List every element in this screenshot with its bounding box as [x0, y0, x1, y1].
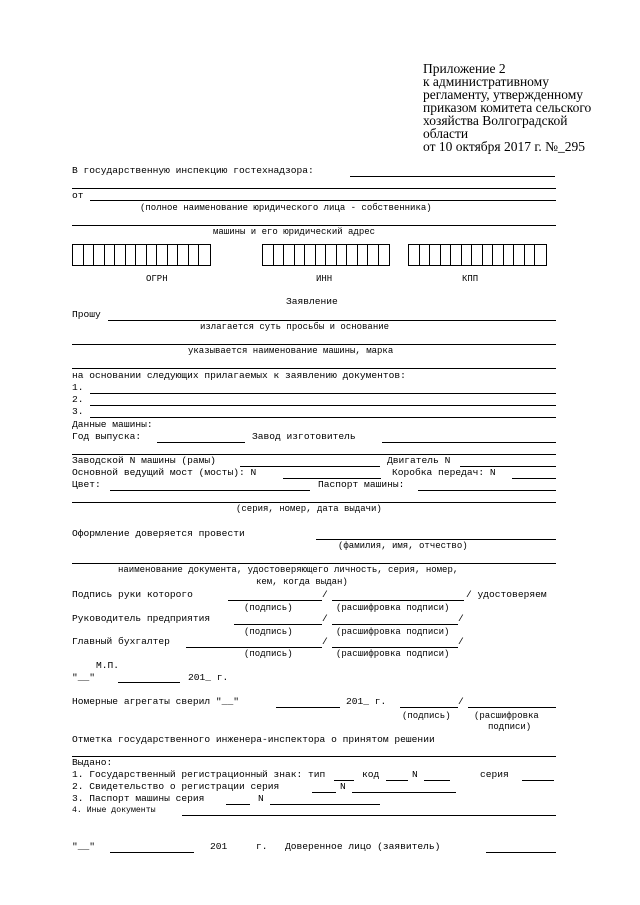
header-line: регламенту, утвержденному	[423, 87, 584, 102]
slash: /	[322, 613, 328, 624]
doc-number: 3.	[72, 406, 84, 417]
item2-n: N	[340, 781, 346, 792]
manufacturer-label: Завод изготовитель	[252, 431, 356, 442]
signature-hint: (подпись)	[244, 603, 293, 613]
fill-line[interactable]	[72, 368, 556, 369]
gearbox-label: Коробка передач: N	[392, 467, 496, 478]
fill-line[interactable]	[332, 624, 458, 625]
fill-line[interactable]	[228, 600, 322, 601]
doc-number: 1.	[72, 382, 84, 393]
slash: /	[322, 589, 328, 600]
bottom-g: г.	[256, 841, 268, 852]
fill-line[interactable]	[90, 200, 556, 201]
decode-hint: (расшифровка подписи)	[336, 603, 450, 613]
fill-line[interactable]	[72, 188, 556, 189]
fill-line[interactable]	[157, 442, 245, 443]
fill-line[interactable]	[270, 804, 380, 805]
decode-hint: (расшифровка подписи)	[336, 649, 450, 659]
certify-label: / удостоверяем	[466, 589, 547, 600]
header-line: области	[423, 126, 469, 141]
fill-line[interactable]	[468, 707, 556, 708]
signature-hint: (подпись)	[244, 649, 293, 659]
fill-line[interactable]	[400, 707, 458, 708]
machine-hint: указывается наименование машины, марка	[188, 346, 394, 356]
address-hint: машины и его юридический адрес	[213, 227, 376, 237]
fill-line[interactable]	[512, 478, 556, 479]
slash: /	[458, 613, 464, 624]
header-line: от 10 октября 2017 г. №_295	[423, 139, 586, 154]
slash: /	[458, 636, 464, 647]
from-label: от	[72, 190, 84, 201]
axle-label: Основной ведущий мост (мосты): N	[72, 467, 257, 478]
item1-code: код	[362, 769, 380, 780]
request-hint: излагается суть просьбы и основание	[200, 322, 390, 332]
to-label: В государственную инспекцию гостехнадзора:	[72, 165, 314, 176]
ogrn-label: ОГРН	[146, 274, 168, 284]
fill-line[interactable]	[312, 792, 336, 793]
id-doc-hint: наименование документа, удостоверяющего личность, серия, номер,	[118, 565, 459, 575]
signature-of-label: Подпись руки которого	[72, 589, 193, 600]
fill-line[interactable]	[240, 466, 380, 467]
fill-line[interactable]	[352, 792, 456, 793]
decode-hint: (расшифровка	[474, 711, 539, 721]
units-checked-label: Номерные агрегаты сверил "__"	[72, 696, 239, 707]
fill-line[interactable]	[382, 442, 556, 443]
fill-line[interactable]	[276, 707, 340, 708]
passport-hint: (серия, номер, дата выдачи)	[236, 504, 382, 514]
decode-hint: (расшифровка подписи)	[336, 627, 450, 637]
owner-hint: (полное наименование юридического лица - собственника)	[140, 203, 432, 213]
fill-line[interactable]	[90, 405, 556, 406]
header-line: хозяйства Волгоградской	[423, 113, 568, 128]
inn-label: ИНН	[316, 274, 333, 284]
page-title: Заявление	[286, 296, 338, 307]
fill-line[interactable]	[90, 417, 556, 418]
fill-line[interactable]	[486, 852, 556, 853]
fill-line[interactable]	[110, 490, 310, 491]
bottom-year: 201	[210, 841, 228, 852]
request-label: Прошу	[72, 309, 101, 320]
item3-label: 3. Паспорт машины серия	[72, 793, 205, 804]
item3-n: N	[258, 793, 264, 804]
doc-number: 2.	[72, 394, 84, 405]
id-doc-hint: кем, когда выдан)	[256, 577, 348, 587]
fill-line[interactable]	[72, 756, 556, 757]
bottom-date-day: "__"	[72, 841, 96, 852]
inn-cells[interactable]	[262, 244, 390, 266]
kpp-label: КПП	[462, 274, 479, 284]
fill-line[interactable]	[332, 600, 464, 601]
trusted-label: Доверенное лицо (заявитель)	[285, 841, 441, 852]
item1-series: серия	[480, 769, 509, 780]
date-day: "__"	[72, 672, 96, 683]
fill-line[interactable]	[118, 682, 180, 683]
header-line: Приложение 2	[423, 61, 506, 76]
fill-line[interactable]	[226, 804, 250, 805]
fill-line[interactable]	[386, 780, 408, 781]
item2-label: 2. Свидетельство о регистрации серия	[72, 781, 280, 792]
fio-hint: (фамилия, имя, отчество)	[338, 541, 468, 551]
slash: /	[458, 696, 464, 707]
stamp-label: М.П.	[96, 660, 120, 671]
header-line: приказом комитета сельского	[423, 100, 592, 115]
fill-line[interactable]	[90, 393, 556, 394]
date-year: 201_ г.	[188, 672, 229, 683]
item1-n: N	[412, 769, 418, 780]
passport-label: Паспорт машины:	[318, 479, 405, 490]
units-year: 201_ г.	[346, 696, 387, 707]
frame-no-label: Заводской N машины (рамы)	[72, 455, 216, 466]
kpp-cells[interactable]	[408, 244, 547, 266]
fill-line[interactable]	[110, 852, 194, 853]
item4-label: 4. Иные документы	[72, 806, 156, 815]
fill-line[interactable]	[522, 780, 554, 781]
docs-intro: на основании следующих прилагаемых к заявлению документов:	[72, 370, 406, 381]
fill-line[interactable]	[234, 624, 322, 625]
signature-hint: (подпись)	[244, 627, 293, 637]
color-label: Цвет:	[72, 479, 101, 490]
year-label: Год выпуска:	[72, 431, 142, 442]
ogrn-cells[interactable]	[72, 244, 211, 266]
item1-label: 1. Государственный регистрационный знак: тип	[72, 769, 326, 780]
issued-label: Выдано:	[72, 757, 113, 768]
entrust-label: Оформление доверяется провести	[72, 528, 245, 539]
fill-line[interactable]	[418, 490, 556, 491]
fill-line[interactable]	[424, 780, 450, 781]
slash: /	[322, 636, 328, 647]
engine-label: Двигатель N	[387, 455, 451, 466]
director-label: Руководитель предприятия	[72, 613, 211, 624]
machine-data-label: Данные машины:	[72, 419, 153, 430]
decode-hint: подписи)	[488, 722, 532, 732]
chief-accountant-label: Главный бухгалтер	[72, 636, 170, 647]
signature-hint: (подпись)	[402, 711, 451, 721]
fill-line[interactable]	[182, 815, 556, 816]
inspector-note: Отметка государственного инженера-инспектора о принятом решении	[72, 734, 435, 745]
fill-line[interactable]	[350, 176, 555, 177]
header-line: к административному	[423, 74, 549, 89]
